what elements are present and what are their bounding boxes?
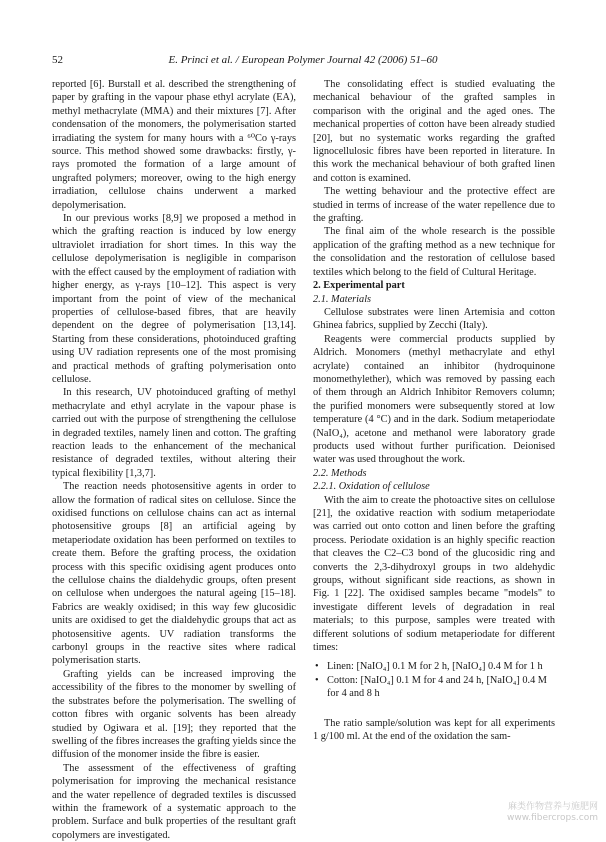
bullet-list [313,660,555,700]
paragraph: The wetting behaviour and the protective effect are studied in terms of increase of the water repellence due to the grafting. [313,186,555,225]
paragraph: In this research, UV photoinduced grafting of methyl methacrylate and ethyl acrylate in the vapour phase is carried out with the purpose of strengthening the cellulose in degraded textiles, namely linen and cotton. The grafting reaction leads to the enhancement of the mechanical resistance of degraded textiles, without altering their typical flexibility [1,3,7]. [52,387,296,479]
subsection-heading: 2.2. Methods [313,467,367,479]
paragraph: reported [6]. Burstall et al. described the strengthening of paper by grafting in the vapour phase ethyl acrylate (EA), methyl methacrylate (MMA) and their mixtures [7]. After condensation of the monomers, the polymerisation started irradiating the system for many hours with a ⁶⁰Co γ-rays source. This method showed some drawbacks: firstly, γ-rays promoted the formation of a large amount of ungrafted polymers; moreover, owing to the high energy irradiation, cellulose chains underwent a marked depolymerisation. [52,79,296,211]
paragraph: In our previous works [8,9] we proposed a method in which the grafting reaction is induced by low energy ultraviolet irradiation for short times. In this way the cellulose depolymerisation is negligible in comparison with the effect caused by the employment of radiation with higher energy, as γ-rays [10–12]. This aspect is very important from the point of view of the mechanical properties of cellulose-based fibres, that are heavily dependent on the degree of polymerisation [13,14]. Starting from these considerations, photoinduced grafting using UV radiation represents one of the most promising and practical methods of grafting polymerisation onto cellulose. [52,213,296,385]
paragraph: Cellulose substrates were linen Artemisia and cotton Ghinea fabrics, supplied by Zecchi (Italy). [313,306,555,332]
subsubsection-heading: 2.2.1. Oxidation of cellulose [313,481,430,493]
paragraph: The reaction needs photosensitive agents in order to allow the formation of radical sites on cellulose. Since the oxidised functions on cellulose chains can act as internal photosensitive groups [8] an artificial ageing by metaperiodate oxidation has been performed on textiles to create them. Before the grafting process, the oxidation process with this specific oxidising agent produces onto the cellulose chains the dialdehydic groups, often present on cellulose when undergoes the natural ageing [15–18]. Fabrics are weakly oxidised; in this way few glucosidic units are oxidised to get the dialdehydic groups that act as photosensitive agents. UV radiation transforms the carbonyl groups in the reactive sites where radical polymerisation starts. [52,481,296,667]
watermark-line: 麻类作物营养与施肥网 [507,802,598,812]
watermark [458,802,598,824]
list-item: • Linen: [NaIO₄] 0.1 M for 2 h, [NaIO₄] 0.4 M for 1 h [313,660,555,673]
spacer [313,707,555,717]
right-column [313,78,555,744]
watermark-line: www.fibercrops.com [507,813,598,823]
paragraph: With the aim to create the photoactive sites on cellulose [21], the oxidative reaction with sodium metaperiodate was carried out onto cotton and linen before the grafting process. Periodate oxidation is an highly specific reaction that cleaves the C2–C3 bond of the glucosidic ring and converts the 2,3-dihydroxyl groups in two aldehydic groups, without significant side reactions, as shown in Fig. 1 [22]. The oxidised samples became "models" to investigate different levels of degradation in real materials; to this purpose, samples were treated with different solutions of sodium metaperiodate for different times: [313,494,555,654]
section-heading: 2. Experimental part [313,280,405,292]
subsection-heading: 2.1. Materials [313,293,372,305]
left-column [52,78,296,842]
page-number: 52 [52,54,63,66]
list-item: • Cotton: [NaIO₄] 0.1 M for 4 and 24 h, [NaIO₄] 0.4 M for 4 and 8 h [313,674,555,701]
paragraph: The ratio sample/solution was kept for all experiments 1 g/100 ml. At the end of the oxidation the sam- [313,717,555,743]
paragraph: Reagents were commercial products supplied by Aldrich. Monomers (methyl methacrylate and ethyl acrylate) contained an inhibitor (hydroquinone monomethylether), which was removed by passing each of them through an Aldrich Inhibitor Removers column; the purified monomers were subsequently stored at low temperature (4 °C) and in the dark. Sodium metaperiodate (NaIO₄), acetone and methanol were laboratory grade products used without further purification. Deionised water was used throughout the work. [313,333,555,466]
paragraph: The assessment of the effectiveness of grafting polymerisation for improving the mechanical resistance and the water repellence of degraded textiles is discussed within the framework of a systematic approach to the problem. Surface and bulk properties of the resultant graft copolymers are investigated. [52,762,296,841]
page-header [52,52,554,68]
paragraph: Grafting yields can be increased improving the accessibility of the fibres to the monomer by swelling of the substrates before the polymerisation. The swelling of cotton fibres with organic solvents has been already studied by Ogiwara et al. [19]; they reported that the swelling of the fibres increases the grafting yields since the diffusion of the monomer inside the fibre is easier. [52,668,296,761]
running-head: E. Princi et al. / European Polymer Journal 42 (2006) 51–60 [168,54,438,66]
paragraph: The consolidating effect is studied evaluating the mechanical behaviour of the grafted samples in comparison with the original and the aged ones. The mechanical properties of cotton have been already studied [20], but no systematic works regarding the grafted lignocellulosic fibres have been reported in literature. In this work the mechanical behaviour of both grafted linen and cotton is examined. [313,79,555,184]
paragraph: The final aim of the whole research is the possible application of the grafting method as a new technique for the consolidation and the restoration of cellulose based textiles which belong to the field of Cultural Heritage. [313,226,555,278]
